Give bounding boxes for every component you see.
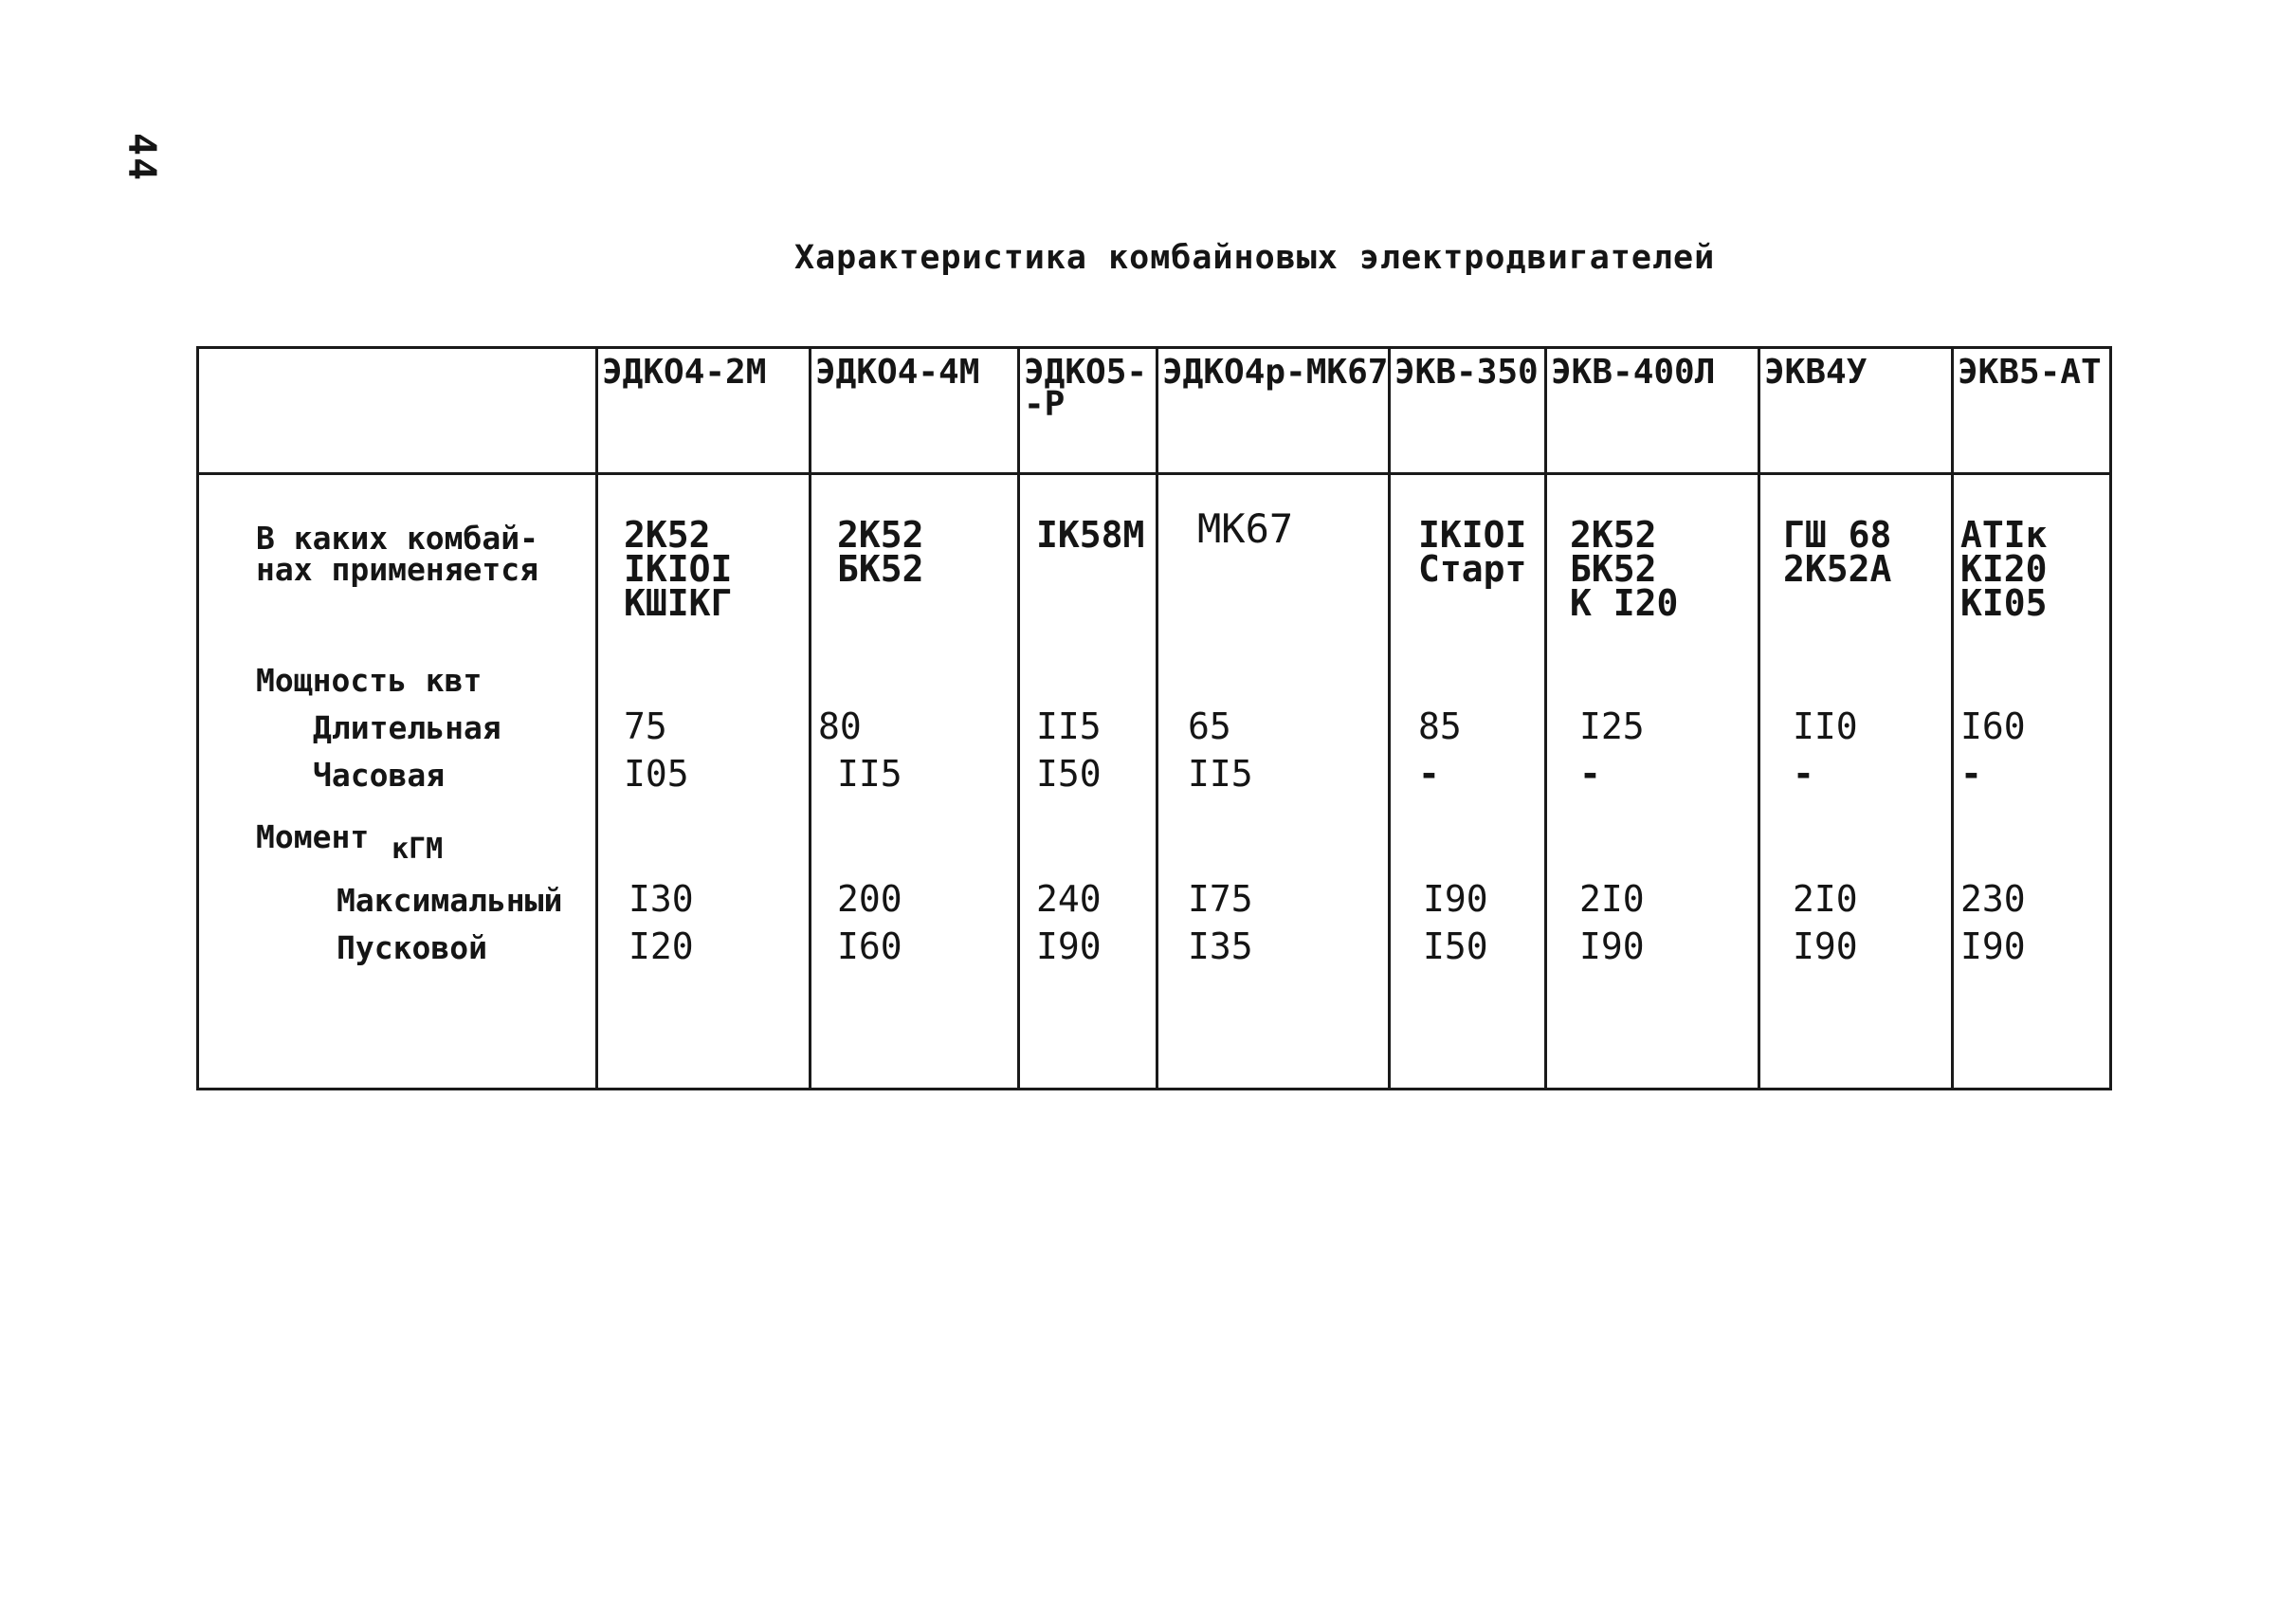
torque-max-cell: I30 [629, 878, 694, 920]
torque-max-cell: 2I0 [1579, 878, 1645, 920]
torque-start-cell: I90 [1793, 925, 1858, 967]
combines-cell: IКIOI Старт [1418, 514, 1527, 590]
combines-cell: ГШ 68 2К52А [1783, 514, 1892, 590]
power-continuous-cell: I60 [1960, 705, 2026, 747]
column-header: ЭДКО4-2М [602, 353, 767, 392]
row-label-torque-max: Максимальный [337, 882, 563, 919]
column-divider [809, 349, 811, 1088]
header-divider [199, 472, 2109, 475]
torque-start-cell: I35 [1188, 925, 1253, 967]
column-divider [1017, 349, 1020, 1088]
torque-max-cell: I90 [1423, 878, 1488, 920]
power-hourly-cell: - [1960, 753, 1982, 795]
power-hourly-cell: II5 [1188, 753, 1253, 795]
combines-cell: АТIк КI20 КI05 [1960, 514, 2048, 624]
torque-start-cell: I60 [837, 925, 902, 967]
combines-cell: МК67 [1197, 505, 1294, 552]
power-continuous-cell: I25 [1579, 705, 1645, 747]
power-continuous-cell: II0 [1793, 705, 1858, 747]
column-divider [1388, 349, 1391, 1088]
power-hourly-cell: I05 [624, 753, 689, 795]
row-label-power: Мощность квт [256, 662, 483, 699]
torque-max-cell: 2I0 [1793, 878, 1858, 920]
power-continuous-cell: 80 [818, 705, 862, 747]
torque-start-cell: I20 [629, 925, 694, 967]
column-header: ЭКВ4У [1764, 353, 1868, 392]
torque-max-cell: I75 [1188, 878, 1253, 920]
page-number: 44 [119, 133, 163, 183]
torque-start-cell: I90 [1579, 925, 1645, 967]
power-continuous-cell: 75 [624, 705, 667, 747]
power-continuous-cell: 65 [1188, 705, 1231, 747]
column-header: ЭКВ5-АТ [1958, 353, 2102, 392]
power-hourly-cell: I50 [1036, 753, 1102, 795]
column-divider [1156, 349, 1158, 1088]
column-header: ЭДКО5- -Р [1024, 353, 1148, 424]
row-label-torque-start: Пусковой [337, 929, 487, 966]
power-continuous-cell: II5 [1036, 705, 1102, 747]
row-label-power-hourly: Часовая [313, 757, 446, 794]
torque-max-cell: 200 [837, 878, 902, 920]
page-title: Характеристика комбайновых электродвигателей [794, 239, 1716, 277]
combines-cell: 2К52 IKIOI КШIКГ [624, 514, 733, 624]
row-label-torque-unit: кГМ [392, 833, 444, 866]
combines-cell: IК58М [1036, 514, 1145, 556]
power-hourly-cell: - [1579, 753, 1601, 795]
motor-characteristics-table [196, 346, 2112, 1090]
row-label-combines: В каких комбай- [256, 520, 539, 557]
column-header: ЭКВ-350 [1394, 353, 1539, 392]
row-label-combines: нах применяется [256, 551, 539, 588]
row-label-torque: Момент [256, 818, 370, 855]
combines-cell: 2К52 БК52 К I20 [1570, 514, 1679, 624]
torque-start-cell: I50 [1423, 925, 1488, 967]
column-header: ЭДКО4-4М [815, 353, 980, 392]
row-label-power-continuous: Длительная [313, 709, 501, 746]
torque-max-cell: 240 [1036, 878, 1102, 920]
column-divider [1758, 349, 1760, 1088]
column-divider [1544, 349, 1547, 1088]
power-hourly-cell: II5 [837, 753, 902, 795]
power-continuous-cell: 85 [1418, 705, 1462, 747]
torque-start-cell: I90 [1036, 925, 1102, 967]
torque-start-cell: I90 [1960, 925, 2026, 967]
column-divider [595, 349, 598, 1088]
column-header: ЭДКО4р-МК67 [1162, 353, 1389, 392]
combines-cell: 2К52 БК52 [837, 514, 924, 590]
torque-max-cell: 230 [1960, 878, 2026, 920]
column-header: ЭКВ-400Л [1551, 353, 1716, 392]
power-hourly-cell: - [1418, 753, 1440, 795]
column-divider [1951, 349, 1954, 1088]
power-hourly-cell: - [1793, 753, 1814, 795]
